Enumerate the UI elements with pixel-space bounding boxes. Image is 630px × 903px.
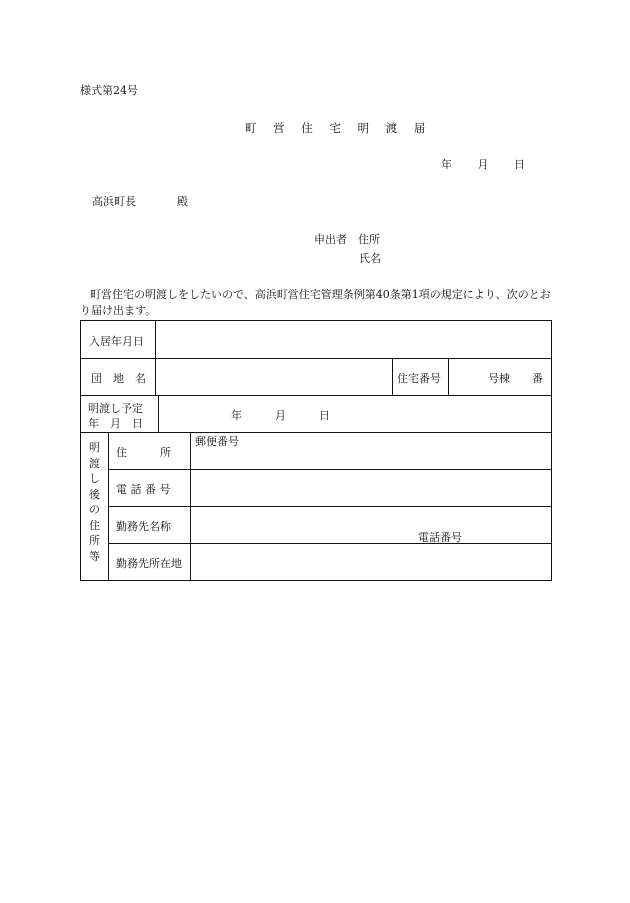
vacate-form-table (80, 320, 552, 581)
phone-label: 電 話 番 号 (116, 483, 171, 496)
planned-vacate-label-2: 年 月 日 (88, 417, 143, 430)
move-in-date-label: 入居年月日 (89, 335, 144, 348)
house-number-label: 住宅番号 (397, 372, 441, 385)
address-label: 住 所 (116, 446, 171, 459)
postal-code-label: 郵便番号 (195, 435, 239, 448)
submission-date: 年 月 日 (441, 158, 525, 171)
building-unit-text: 号棟 番 (488, 372, 543, 385)
applicant-label: 申出者 (314, 233, 347, 246)
form-number: 様式第24号 (80, 84, 138, 97)
applicant-name-label: 氏名 (359, 252, 381, 265)
planned-vacate-label-1: 明渡し予定 (88, 402, 143, 415)
after-vacate-label: 明 渡 し 後 の 住 所 等 (89, 441, 100, 563)
body-text: 町営住宅の明渡しをしたいので、高浜町営住宅管理条例第40条第1項の規定により、次のとおり届け出ます。 (80, 288, 551, 317)
planned-vacate-date-value: 年 月 日 (231, 409, 330, 422)
workplace-name-label: 勤務先名称 (116, 520, 171, 533)
applicant-address-label: 住所 (358, 233, 380, 246)
workplace-address-label: 勤務先所在地 (116, 557, 182, 570)
workplace-phone-label: 電話番号 (418, 531, 462, 544)
complex-name-label: 団 地 名 (91, 372, 146, 385)
honorific: 殿 (177, 195, 188, 208)
form-title: 町 営 住 宅 明 渡 届 (245, 121, 432, 135)
addressee: 高浜町長 (92, 195, 136, 208)
